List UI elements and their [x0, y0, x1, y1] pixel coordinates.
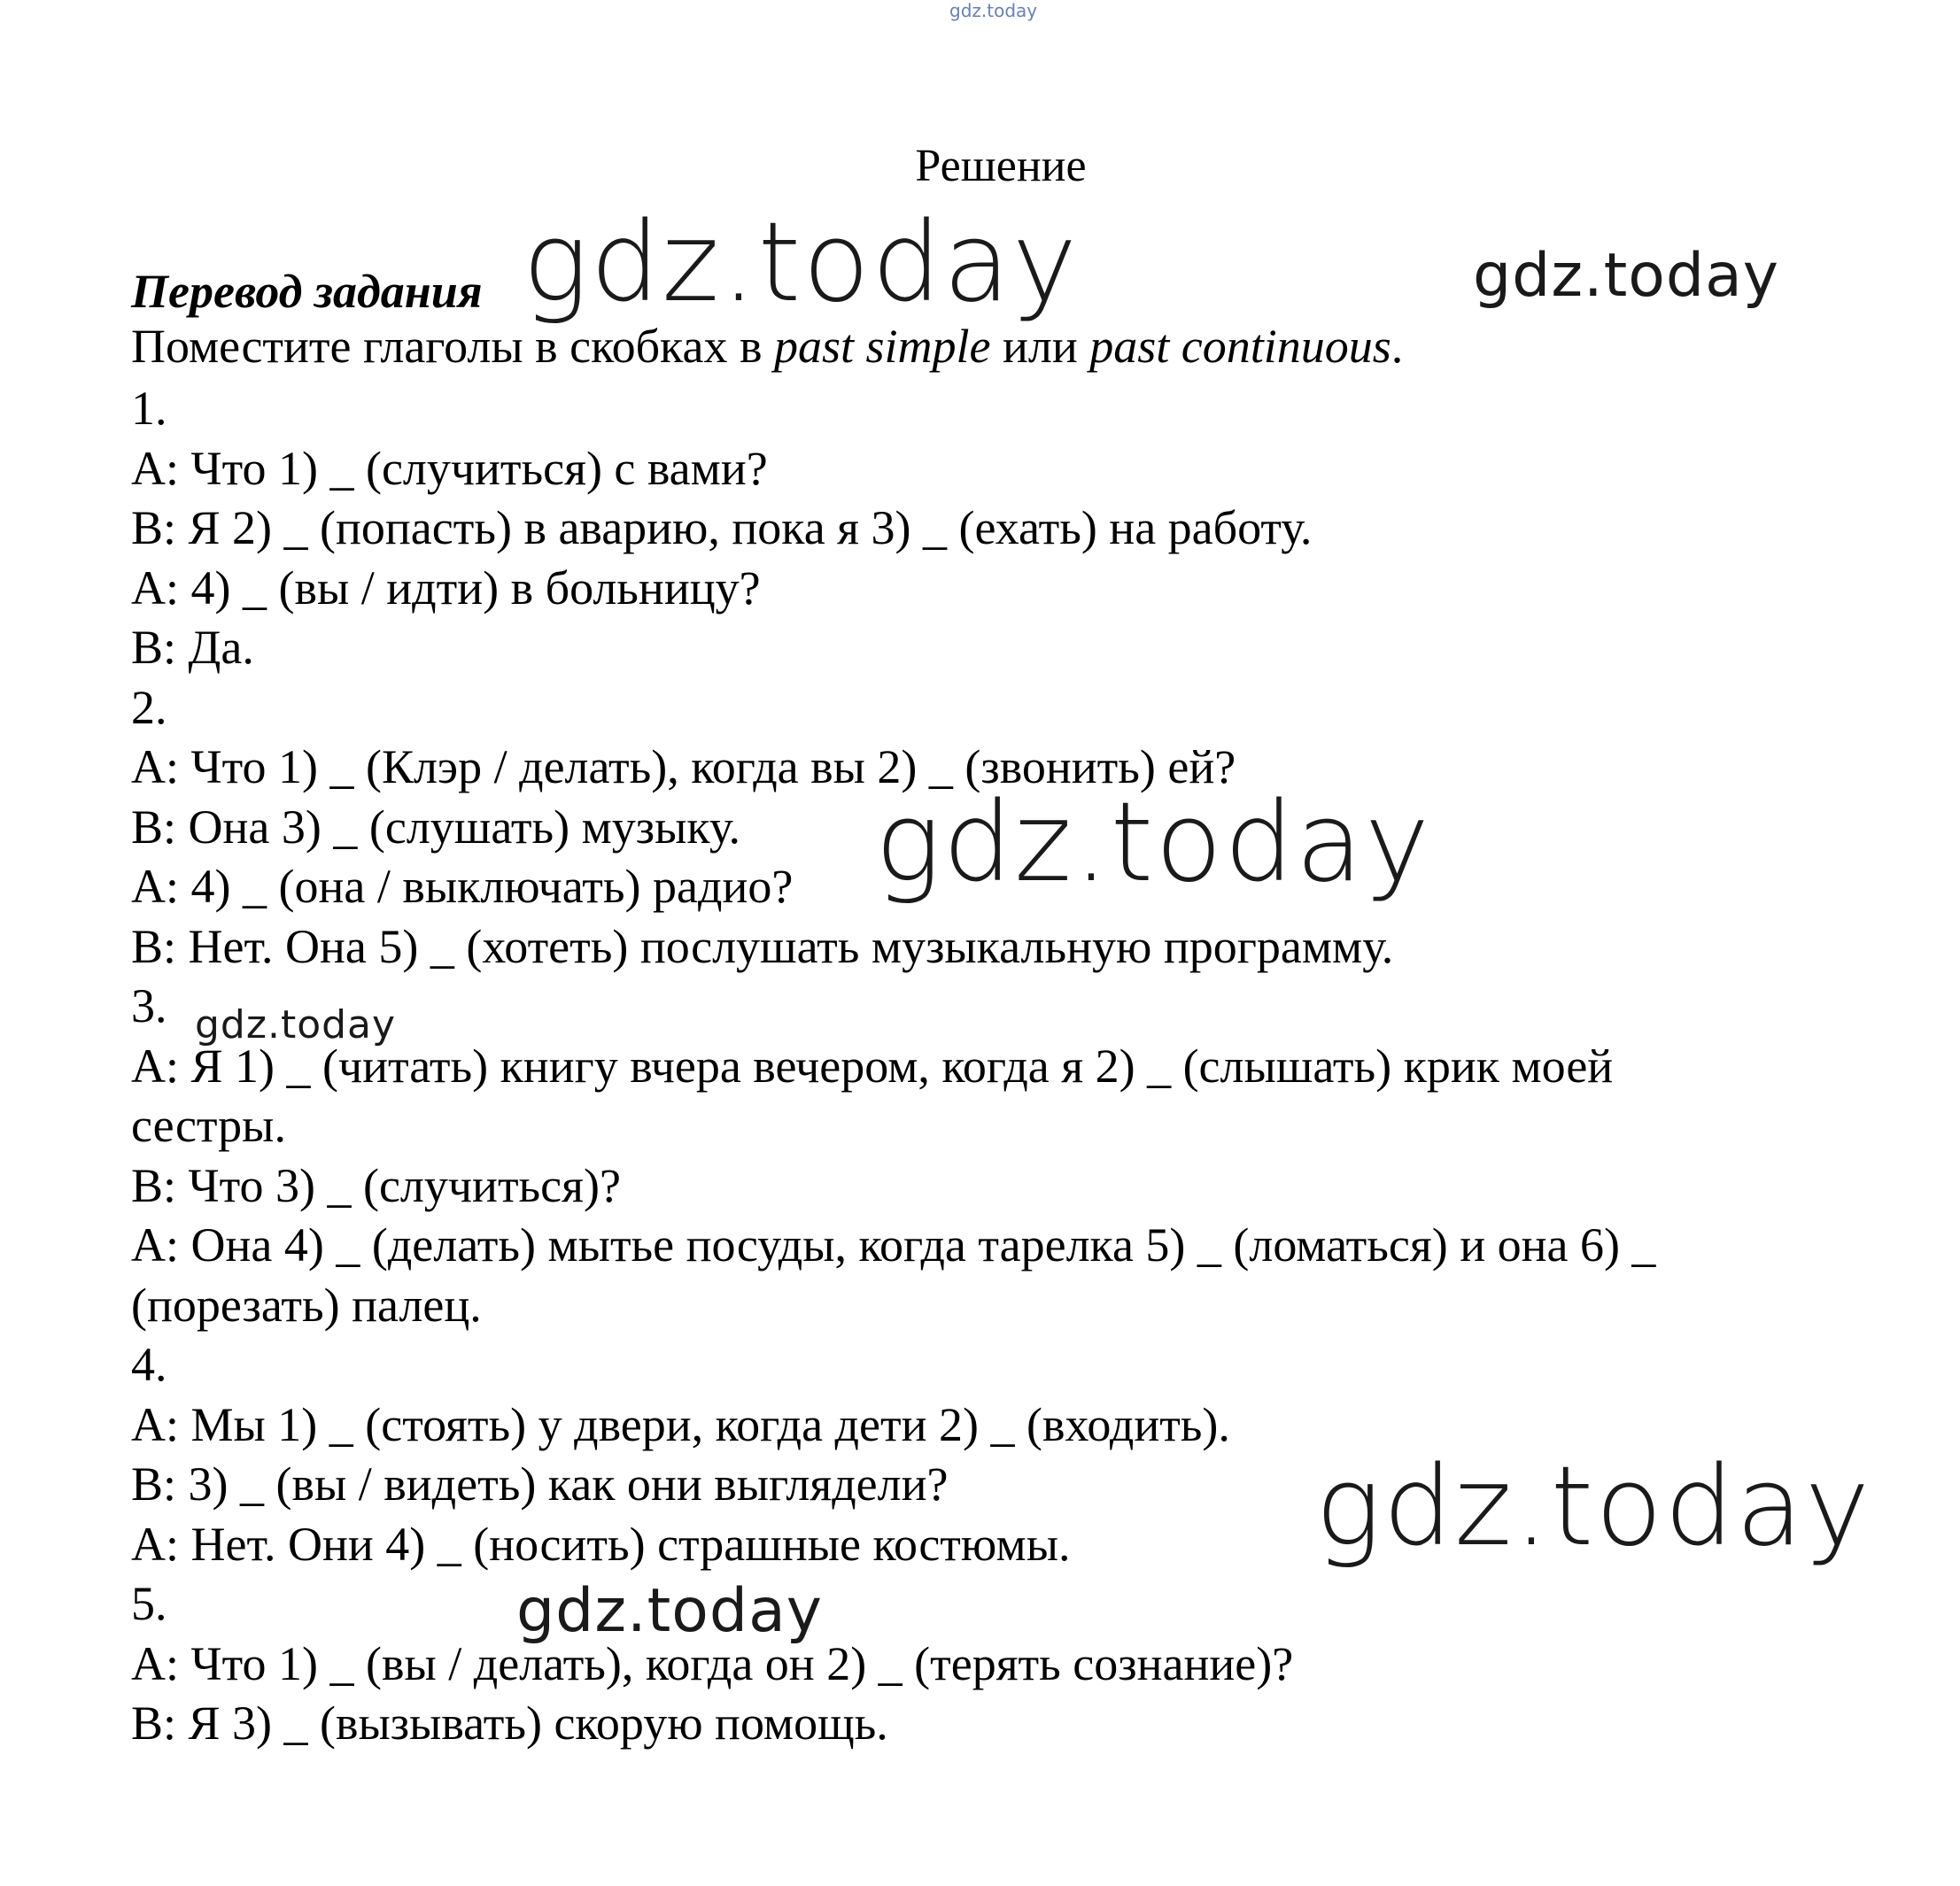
exercise-line: 4. [131, 1338, 167, 1391]
exercise-line: A: Я 1) _ (читать) книгу вчера вечером, когда я 2) _ (слышать) крик моей [131, 1039, 1614, 1093]
page-title: Решение [915, 141, 1087, 191]
exercise-line: B: Да. [131, 621, 254, 674]
instruction-suffix: . [1391, 320, 1404, 373]
exercise-line: 3. [131, 979, 167, 1032]
exercise-line: B: Она 3) _ (слушать) музыку. [131, 800, 740, 854]
watermark-medium-2: gdz.today [516, 1576, 823, 1646]
exercise-line: A: Что 1) _ (Клэр / делать), когда вы 2) _ (звонить) ей? [131, 740, 1236, 793]
watermark-large-3: gdz.today [1315, 1443, 1872, 1571]
watermark-small-1: gdz.today [195, 1002, 397, 1047]
exercise-line: A: 4) _ (она / выключать) радио? [131, 860, 794, 913]
exercise-line: B: Нет. Она 5) _ (хотеть) послушать музыкальную программу. [131, 919, 1394, 973]
exercise-line: A: Что 1) _ (случиться) с вами? [131, 441, 768, 495]
exercise-line: (порезать) палец. [131, 1278, 482, 1332]
exercise-line: A: Что 1) _ (вы / делать), когда он 2) _ (терять сознание)? [131, 1636, 1294, 1690]
exercise-line: 1. [131, 382, 167, 435]
exercise-line: B: Что 3) _ (случиться)? [131, 1158, 621, 1212]
watermark-medium-1: gdz.today [1473, 241, 1779, 311]
exercise-line: B: Я 2) _ (попасть) в аварию, пока я 3) _ (ехать) на работу. [131, 501, 1313, 554]
section-heading: Перевод задания [131, 265, 483, 318]
exercise-line: A: 4) _ (вы / идти) в больницу? [131, 560, 761, 614]
instruction-term-past-continuous: past continuous [1089, 320, 1391, 373]
exercise-line: A: Нет. Они 4) _ (носить) страшные костюмы. [131, 1517, 1071, 1571]
exercise-line: B: 3) _ (вы / видеть) как они выглядели? [131, 1457, 949, 1511]
exercise-line: A: Она 4) _ (делать) мытье посуды, когда тарелка 5) _ (ломаться) и она 6) _ [131, 1218, 1656, 1272]
instruction-prefix: Поместите глаголы в скобках в [131, 320, 774, 373]
exercise-line: 2. [131, 680, 167, 734]
exercise-line: B: Я 3) _ (вызывать) скорую помощь. [131, 1697, 888, 1750]
watermark-large-1: gdz.today [523, 199, 1080, 327]
exercise-line: 5. [131, 1577, 167, 1630]
instruction-term-past-simple: past simple [773, 320, 991, 373]
instruction-middle: или [990, 320, 1090, 373]
task-instruction [131, 319, 1403, 374]
watermark-top: gdz.today [949, 0, 1038, 21]
exercise-line: сестры. [131, 1099, 286, 1152]
watermark-large-2: gdz.today [875, 779, 1432, 907]
exercise-line: A: Мы 1) _ (стоять) у двери, когда дети 2) _ (входить). [131, 1397, 1230, 1451]
